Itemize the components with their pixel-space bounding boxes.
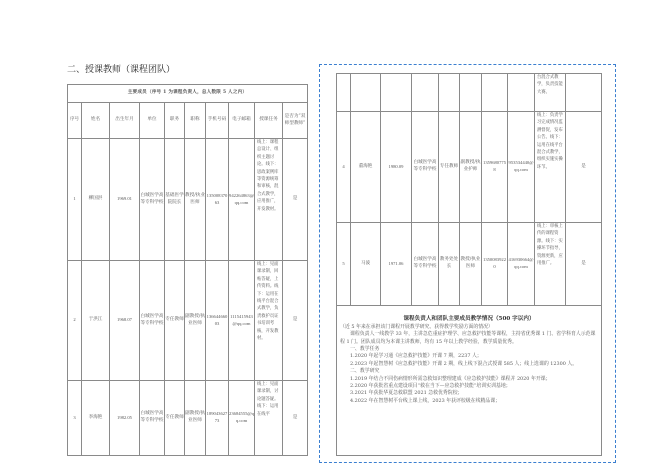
table-row [68, 381, 308, 456]
summary-cell [337, 306, 602, 456]
col-header: 授课任务 [255, 103, 283, 139]
table-caption: 主要成员（序号 1 为课程负责人，总人数限 5 人之内） [68, 85, 308, 103]
section1-item: 2.2023 年起智慧树《应急救护技能》开课 2 期，线上线下混合式授课 585 人；线上选课的 12300 人。 [350, 360, 578, 367]
cell-phone: 13500837063 [206, 139, 229, 261]
cell-tasks: 线上：课程总设计、组织主题讨论。线下：思政案例库等资源统筹和审核，混合式教学，应用推广，开发教材。 [255, 139, 283, 261]
cell-position: 专任教师 [439, 112, 460, 223]
cell-dual: 是 [566, 223, 602, 306]
cell-phone: 18904362773 [206, 381, 229, 456]
cell-unit: 白城医学高等专科学校 [140, 139, 165, 261]
section2-item: 4.2022 年在智慧树平台线上课上线，2023 年获评校级在线精品课； [350, 397, 501, 404]
cell-name: 柳国洪 [82, 139, 110, 261]
table-row [337, 223, 602, 306]
section2-title: 二、教学研究 [350, 368, 380, 375]
section1-title: 一、教学任务 [350, 346, 380, 353]
cell-no: 3 [68, 381, 82, 456]
section-title: 二、授课教师（课程团队） [67, 65, 176, 75]
col-header: 单位 [140, 103, 165, 139]
summary-row [337, 306, 602, 456]
cell-title: 副教授/执业医师 [185, 381, 206, 456]
section2-item: 1.2019 年结合不同伤病情形所需急救知识整理建成《应急救护技能》课程并 2020 年开课； [350, 375, 551, 382]
cell-dual: 是 [283, 381, 308, 456]
summary-note: （近 5 年来在承担该门课程开展教学研究、获得教学奖励方面的情况） [340, 323, 493, 330]
summary-title: 课程负责人和团队主要成员教学情况（500 字以内） [403, 316, 535, 322]
cell-unit: 白城医学高等专科学校 [140, 381, 165, 456]
cell-birth: 1982.05 [110, 381, 140, 456]
cell-unit: 白城医学高等专科学校 [140, 261, 165, 381]
col-header: 序号 [68, 103, 82, 139]
cell-name: 于洪江 [82, 261, 110, 381]
cell-name: 马波 [351, 223, 381, 306]
cell-phone: 13664466003 [206, 261, 229, 381]
section2-item: 3.2021 年获批华夏急救联盟 2021 急救优秀院校； [350, 390, 463, 397]
cell-tasks: 台混合式教学，负责技能大赛。 [535, 74, 566, 112]
section1-item: 1.2020 年起学习通《应急救护技能》开课 7 期，2237 人； [350, 353, 482, 360]
cell-tasks: 线上：见面课录制，回帖答疑，上传资料。线下：运用在线平台混合式教学，负责救护员证书培训考核，开发教材。 [255, 261, 283, 381]
table-row [68, 261, 308, 381]
cell-no: 4 [337, 112, 351, 223]
col-header: 出生年月 [110, 103, 140, 139]
cell-title: 副教授/执业医师 [185, 261, 206, 381]
col-header: 职称 [185, 103, 206, 139]
cell-title: 副教授/执业护师 [460, 112, 482, 223]
table-row [68, 139, 308, 261]
members-table-left [67, 84, 308, 456]
cell-email: 416930664@qq.com [508, 223, 535, 306]
cell-phone: 13500839220 [482, 223, 508, 306]
cell-title: 教授/执业医师 [185, 139, 206, 261]
cell-unit: 白城医学高等专科学校 [412, 112, 439, 223]
col-header: 是否为“双师型教师” [283, 103, 308, 139]
table-row-continuation [337, 74, 602, 112]
col-header: 姓名 [82, 103, 110, 139]
cell-position: 基础医学院院长 [165, 139, 185, 261]
cell-position: 专任教师 [165, 261, 185, 381]
cell-tasks: 线上：审核上传的课程资源。线下：实操环节指导，资源更新，应用推广。 [535, 223, 566, 306]
cell-email: 1115415943@qq.com [229, 261, 255, 381]
col-header: 手机号码 [206, 103, 229, 139]
table-row [337, 112, 602, 223]
cell-no: 1 [68, 139, 82, 261]
cell-name: 李海艳 [82, 381, 110, 456]
cell-email: 953534440@qq.com [508, 112, 535, 223]
cell-unit: 白城医学高等专科学校 [412, 223, 439, 306]
cell-position: 教务处处长 [439, 223, 460, 306]
cell-phone: 13596807758 [482, 112, 508, 223]
cell-tasks: 线上：见面课录制，讨论题答疑。线下：运用在线平 [255, 381, 283, 456]
members-table-right [336, 73, 602, 456]
cell-dual: 是 [566, 112, 602, 223]
cell-birth: 1968.07 [110, 261, 140, 381]
col-header: 职务 [165, 103, 185, 139]
cell-birth: 1969.01 [110, 139, 140, 261]
cell-no: 2 [68, 261, 82, 381]
cell-birth: 1971.06 [381, 223, 412, 306]
cell-dual: 是 [283, 139, 308, 261]
cell-name: 董海艳 [351, 112, 381, 223]
cell-no: 5 [337, 223, 351, 306]
section2-item: 2.2020 年获批省重点建设项目“救在当下—应急救护技能”培训实训基地； [350, 383, 511, 390]
cell-email: 942264863@qq.com [229, 139, 255, 261]
header-row [68, 103, 308, 139]
summary-intro: 课程负责人一线教学 33 年，主讲急危重症护理学、应急救护技能等课程，主持省优秀课 1 门、省学科育人示范课程 1 门。团队成员均为本课主讲教师，均有 15 年以上教学经验，教学质量优秀。 [340, 331, 596, 345]
cell-dual: 是 [283, 261, 308, 381]
cell-tasks: 线上：负责学习完成情况监测督促，发布公告。线下：运用在线平台混合式教学，组织实施实操环节。 [535, 112, 566, 223]
cell-birth: 1980.09 [381, 112, 412, 223]
cell-title: 教授/执业医师 [460, 223, 482, 306]
col-header: 电子邮箱 [229, 103, 255, 139]
cell-email: 23684555@qq.com [229, 381, 255, 456]
cell-position: 专任教师 [165, 381, 185, 456]
